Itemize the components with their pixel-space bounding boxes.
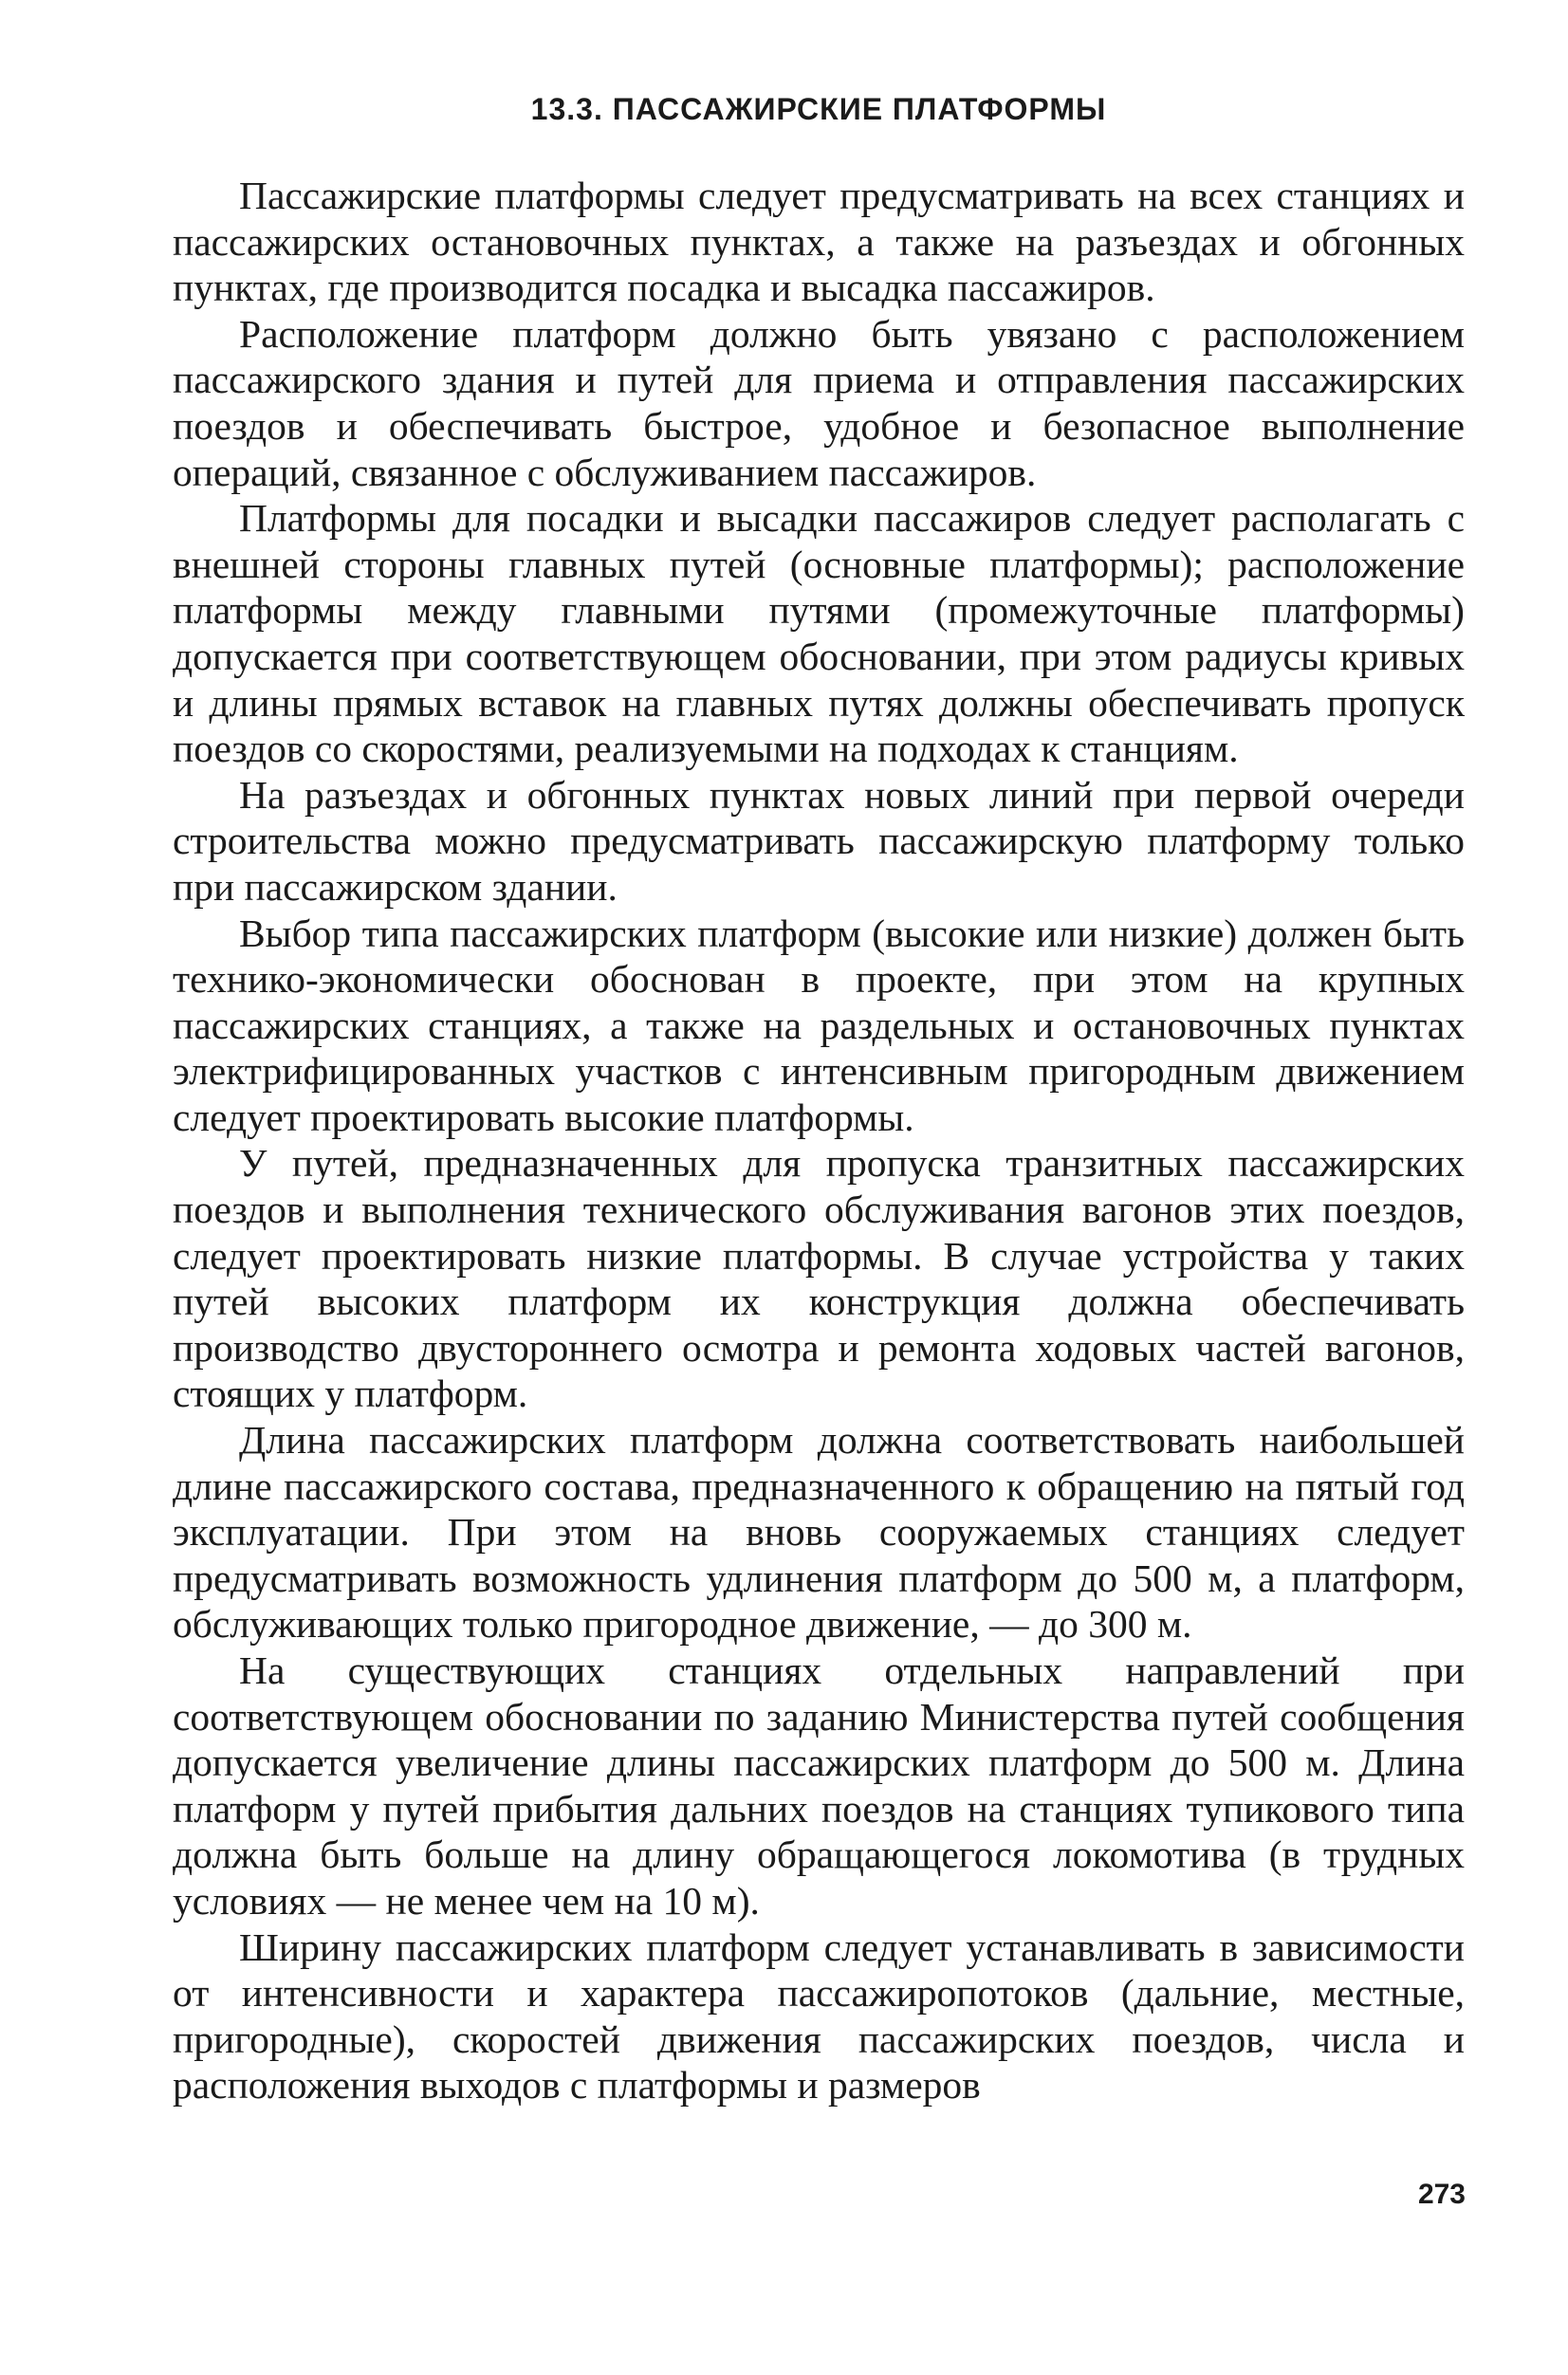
paragraph: Ширину пассажирских платформ следует устанавливать в зависимости от интенсивности и характера пассажиропотоков (дальние, местные, пригородные), скоростей движения пассажирских поездов, числа и расположения выходов с платформы и размеров [173, 1924, 1465, 2108]
page-number: 273 [1417, 2179, 1466, 2210]
paragraph: На разъездах и обгонных пунктах новых линий при первой очереди строительства можно предусматривать пассажирскую платформу только при пассажирском здании. [173, 772, 1465, 909]
paragraph: У путей, предназначенных для пропуска транзитных пассажирских поездов и выполнения технического обслуживания вагонов этих поездов, следует проектировать низкие платформы. В случае устройства у таких путей высоких платформ их конструкция должна обеспечивать производство двустороннего осмотра и ремонта ходовых частей вагонов, стоящих у платформ. [173, 1141, 1465, 1416]
paragraph: Выбор типа пассажирских платформ (высокие или низкие) должен быть технико-экономически обоснован в проекте, при этом на крупных пассажирских станциях, а также на раздельных и остановочных пунктах электрифицированных участков с интенсивным пригородным движением следует проектировать высокие платформы. [173, 911, 1465, 1139]
paragraph: Пассажирские платформы следует предусматривать на всех станциях и пассажирских остановочных пунктах, а также на разъездах и обгонных пунктах, где производится посадка и высадка пассажиров. [173, 174, 1465, 310]
page-content [173, 90, 1465, 2108]
paragraph: На существующих станциях отдельных направлений при соответствующем обосновании по заданию Министерства путей сообщения допускается увеличение длины пассажирских платформ до 500 м. Длина платформ у путей прибытия дальних поездов на станциях тупикового типа должна быть больше на длину обращающегося локомотива (в трудных условиях — не менее чем на 10 м). [173, 1648, 1465, 1923]
body-text [173, 173, 1465, 2108]
paragraph: Длина пассажирских платформ должна соответствовать наибольшей длине пассажирского состава, предназначенного к обращению на пятый год эксплуатации. При этом на вновь сооружаемых станциях следует предусматривать возможность удлинения платформ до 500 м, а платформ, обслуживающих только пригородное движение, — до 300 м. [173, 1418, 1465, 1647]
paragraph: Платформы для посадки и высадки пассажиров следует располагать с внешней стороны главных путей (основные платформы); расположение платформы между главными путями (промежуточные платформы) допускается при соответствующем обосновании, при этом радиусы кривых и длины прямых вставок на главных путях должны обеспечивать пропуск поездов со скоростями, реализуемыми на подходах к станциям. [173, 496, 1465, 771]
paragraph: Расположение платформ должно быть увязано с расположением пассажирского здания и путей для приема и отправления пассажирских поездов и обеспечивать быстрое, удобное и безопасное выполнение операций, связанное с обслуживанием пассажиров. [173, 311, 1465, 494]
section-heading: 13.3. ПАССАЖИРСКИЕ ПЛАТФОРМЫ [530, 92, 1107, 126]
